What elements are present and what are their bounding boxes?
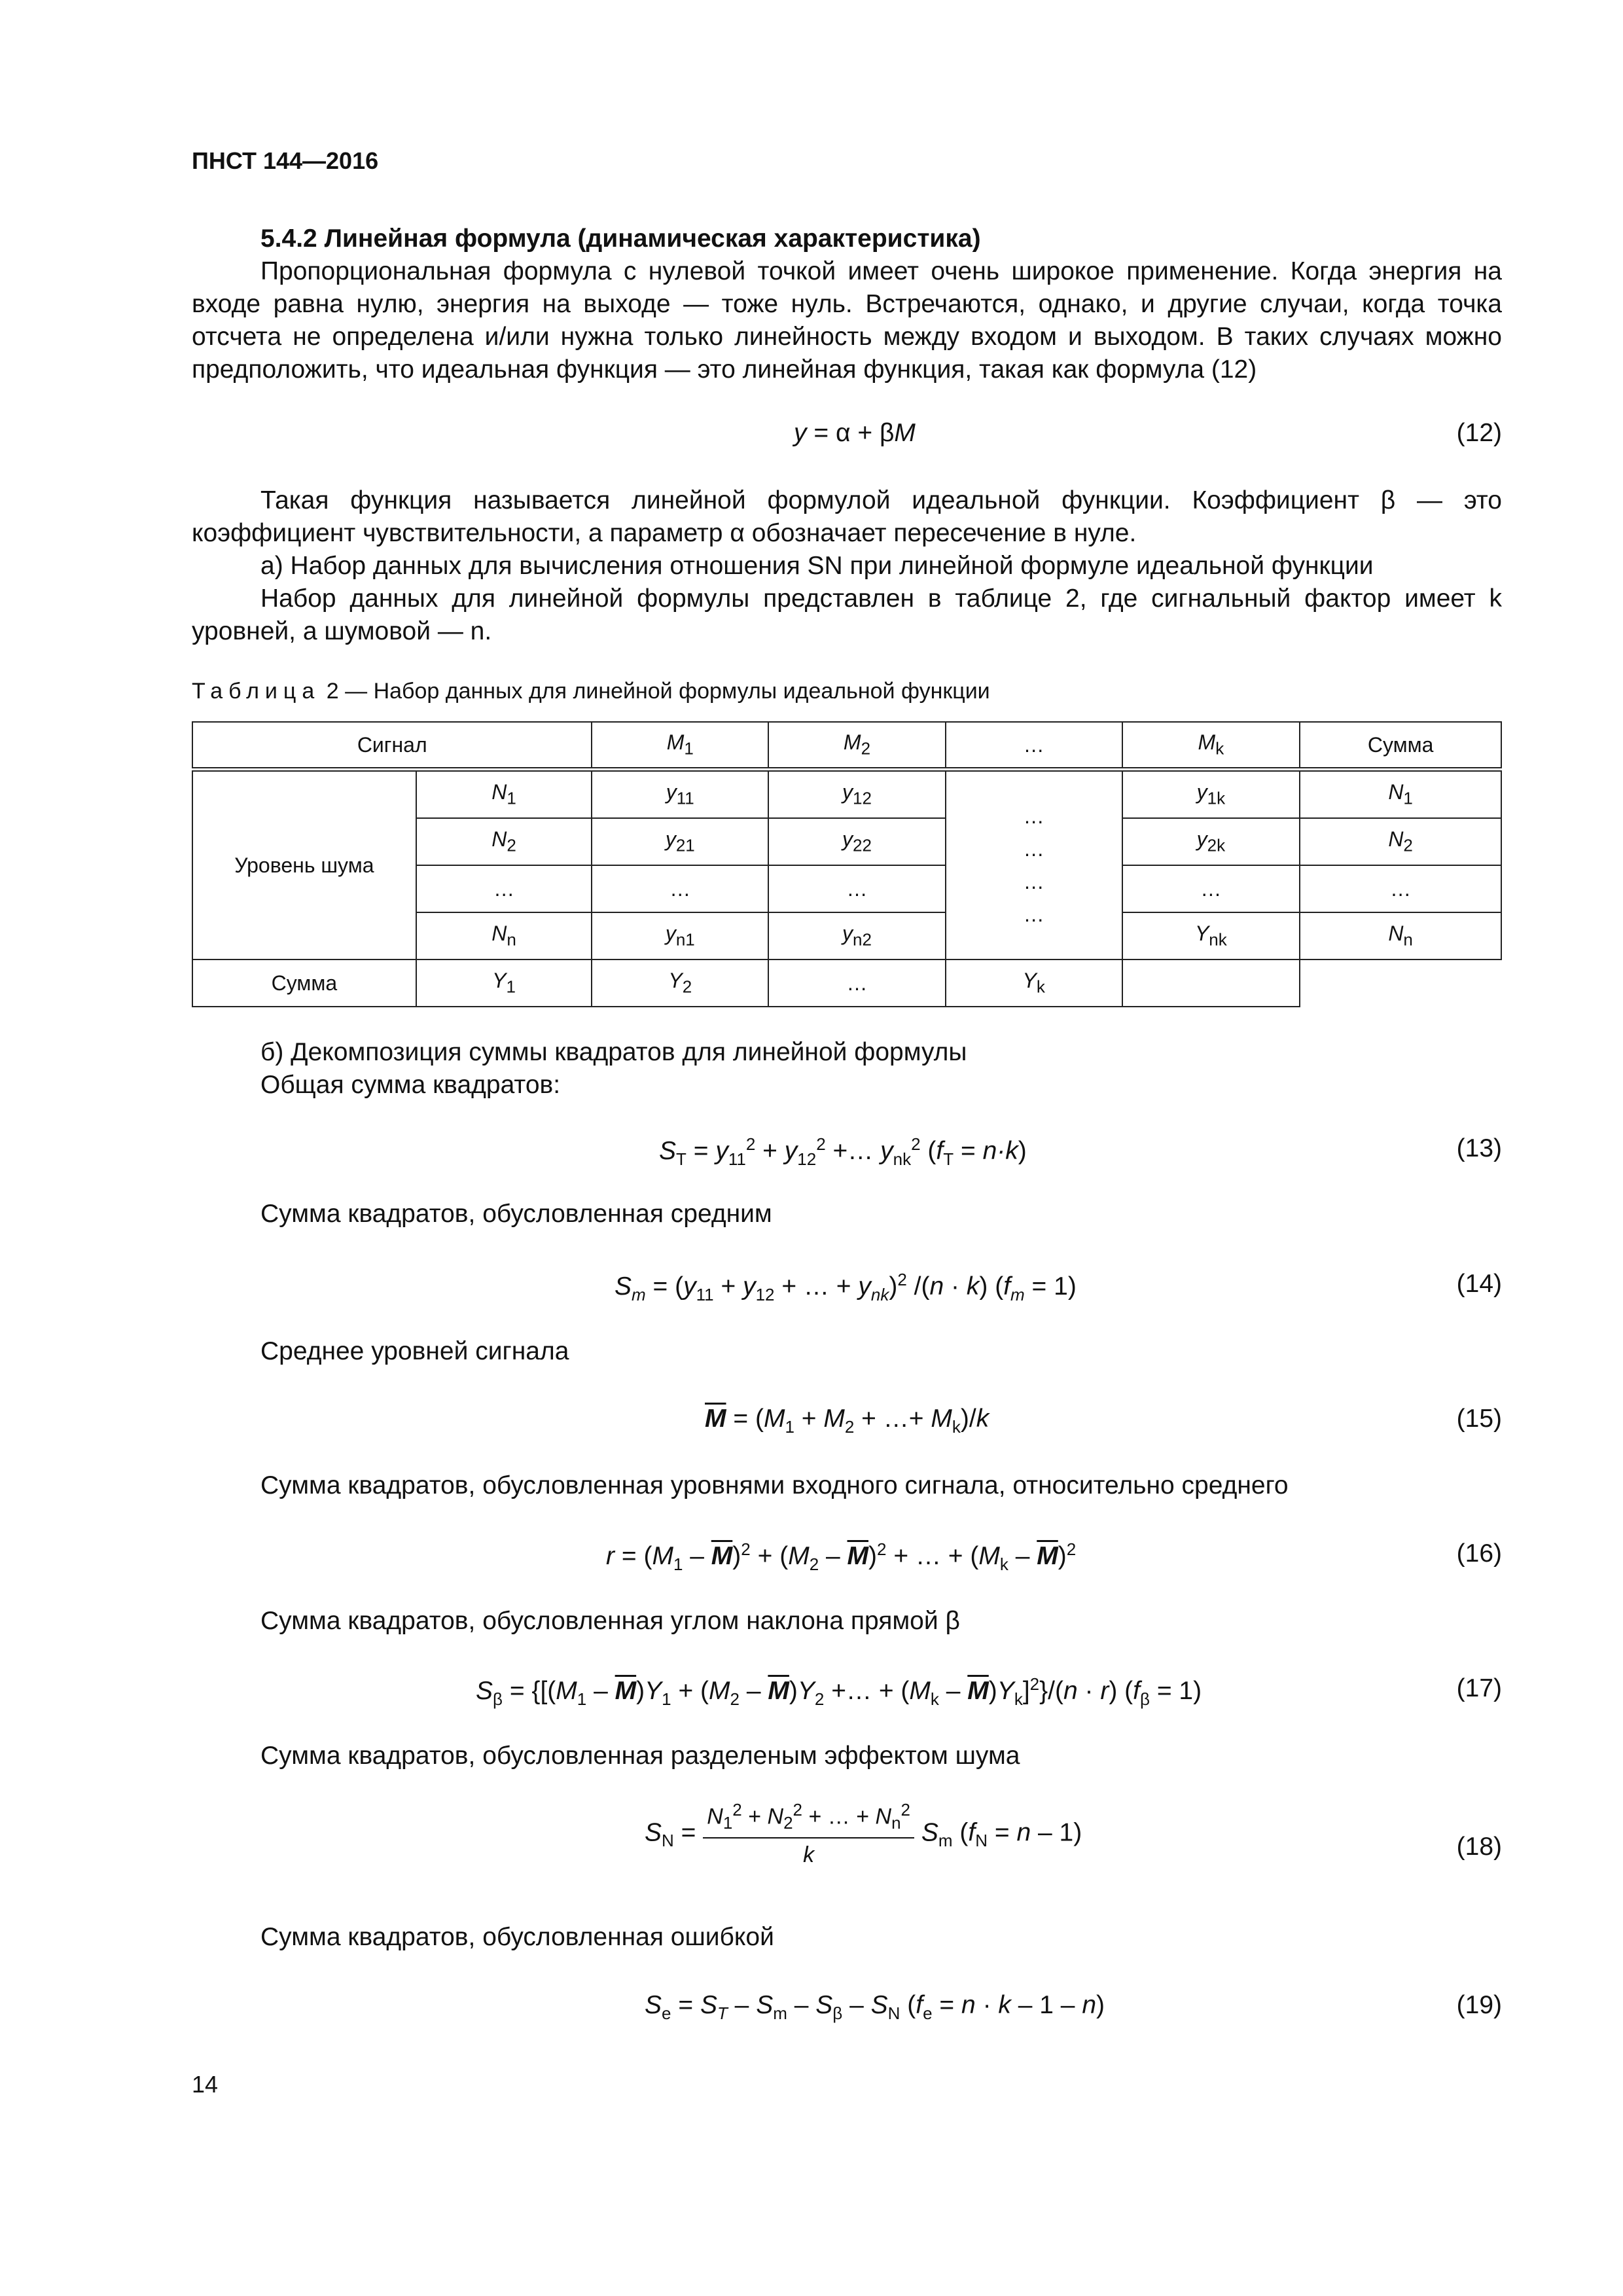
header-signal: Сигнал — [192, 722, 592, 770]
table-row: $N_2$ $y_{21}$ $y_{22}$ $y_{2k}$ $N_2$ — [192, 818, 1501, 865]
equation-number-15: (15) — [1456, 1405, 1502, 1433]
equation-number-19: (19) — [1456, 1991, 1502, 2019]
table-header-row — [192, 722, 1501, 770]
paragraph-slope: Сумма квадратов, обусловленная углом наклона прямой β — [260, 1607, 960, 1635]
paragraph-dataset: Набор данных для линейной формулы представлен в таблице 2, где сигнальный фактор имеет k уровней, а шумовой — n. — [192, 584, 1502, 645]
paragraph-input-levels: Сумма квадратов, обусловленная уровнями входного сигнала, относительно среднего — [260, 1471, 1289, 1499]
paragraph-signal-mean: Среднее уровней сигнала — [260, 1337, 569, 1365]
paragraph-item-a: а) Набор данных для вычисления отношения SN при линейной формуле идеальной функции — [260, 552, 1374, 580]
formula-12: y = α + βM — [794, 419, 916, 447]
formula-14: $S_m = (y_{11} + y_{12}$ + … + $y_{nk})^2$ /(n · k) $(f_m = 1)$ — [615, 1270, 1077, 1304]
formula-18: $S_N$ = $\frac{N_1^2 + N_2^2 + \dots + N_n^2}{k}$ $S_m$ $(f_N = n - 1)$ — [645, 1800, 1082, 1868]
formula-19: $S_e = S_T - S_m - S_\beta - S_N$ $(f_e = n \cdot k - 1 - n)$ — [645, 1991, 1105, 2023]
equation-number-17: (17) — [1456, 1674, 1502, 1702]
table-row: Уровень шума $N_1$ $y_{11}$ $y_{12}$ … … … … $y_{1k}$ $N_1$ — [192, 770, 1501, 819]
row-sum-label: Сумма — [192, 960, 416, 1007]
fraction: $\frac{N_1^2 + N_2^2 + \dots + N_n^2}{k}$ — [703, 1800, 914, 1868]
data-table — [192, 721, 1502, 1007]
table-caption: Таблица 2 — Набор данных для линейной формулы идеальной функции — [192, 679, 990, 704]
paragraph-mean-sum: Сумма квадратов, обусловленная средним — [260, 1200, 772, 1228]
paragraph-total-sum: Общая сумма квадратов: — [260, 1071, 561, 1099]
formula-16: $r = (M_1 - \overline{M})^2 + (M_2 - \overline{M})^2$ + … + $(M_k - \overline{M})^2$ — [606, 1539, 1077, 1574]
equation-number-16: (16) — [1456, 1539, 1502, 1568]
section-title: 5.4.2 Линейная формула (динамическая характеристика) — [260, 224, 981, 253]
formula-15: $\overline{M} = (M_1 + M_2$ + …+ $M_k)/k$ — [705, 1405, 990, 1437]
equation-number-14: (14) — [1456, 1270, 1502, 1298]
equation-number-12: (12) — [1456, 419, 1502, 447]
header-mk: $M_k$ — [1122, 722, 1300, 770]
equation-number-18: (18) — [1456, 1833, 1502, 1861]
ellipsis-column: … … … … — [946, 770, 1122, 960]
intro-paragraph: Пропорциональная формула с нулевой точкой имеет очень широкое применение. Когда энергия на входе равна нулю, энергия на выходе — тоже нуль. Встречаются, однако, и другие случаи, когда точка отсчета не определена и/или нужна только линейность между входом и выходом. В таких случаях можно предположить, что идеальная функция — это линейная функция, такая как формула (12) — [192, 257, 1502, 384]
header-ellipsis: … — [946, 722, 1122, 770]
header-m1: $M_1$ — [592, 722, 768, 770]
paragraph-item-b: б) Декомпозиция суммы квадратов для линейной формулы — [260, 1038, 967, 1066]
formula-13: $S_T = y_{11}^2 + y_{12}^2$ +… $y_{nk}^2$ $(f_T = n\cdot k)$ — [659, 1134, 1027, 1169]
formula-17: $S_\beta = \{[(M_1 - \overline{M})Y_1 + (M_2 - \overline{M})Y_2$ +… + $(M_k - \overline{M})Y_k]^2\}/(n \cdot r) (f_\beta = 1)$ — [476, 1674, 1202, 1709]
table-row: $N_n$ $y_{n1}$ $y_{n2}$ $Y_{nk}$ $N_n$ — [192, 912, 1501, 960]
equation-number-13: (13) — [1456, 1134, 1502, 1162]
table-row-sum: Сумма $Y_1$ $Y_2$ … $Y_k$ — [192, 960, 1501, 1007]
paragraph-noise-effect: Сумма квадратов, обусловленная разделеным эффектом шума — [260, 1742, 1020, 1770]
noise-level-label: Уровень шума — [192, 770, 416, 960]
document-header: ПНСТ 144—2016 — [192, 147, 379, 174]
header-sum: Сумма — [1300, 722, 1501, 770]
paragraph-error: Сумма квадратов, обусловленная ошибкой — [260, 1923, 774, 1951]
paragraph-coefficient: Такая функция называется линейной формулой идеальной функции. Коэффициент β — это коэффициент чувствительности, а параметр α обозначает пересечение в нуле. — [192, 486, 1502, 547]
header-m2: $M_2$ — [768, 722, 946, 770]
page-number: 14 — [192, 2071, 219, 2098]
table-row: … … … … … — [192, 865, 1501, 912]
